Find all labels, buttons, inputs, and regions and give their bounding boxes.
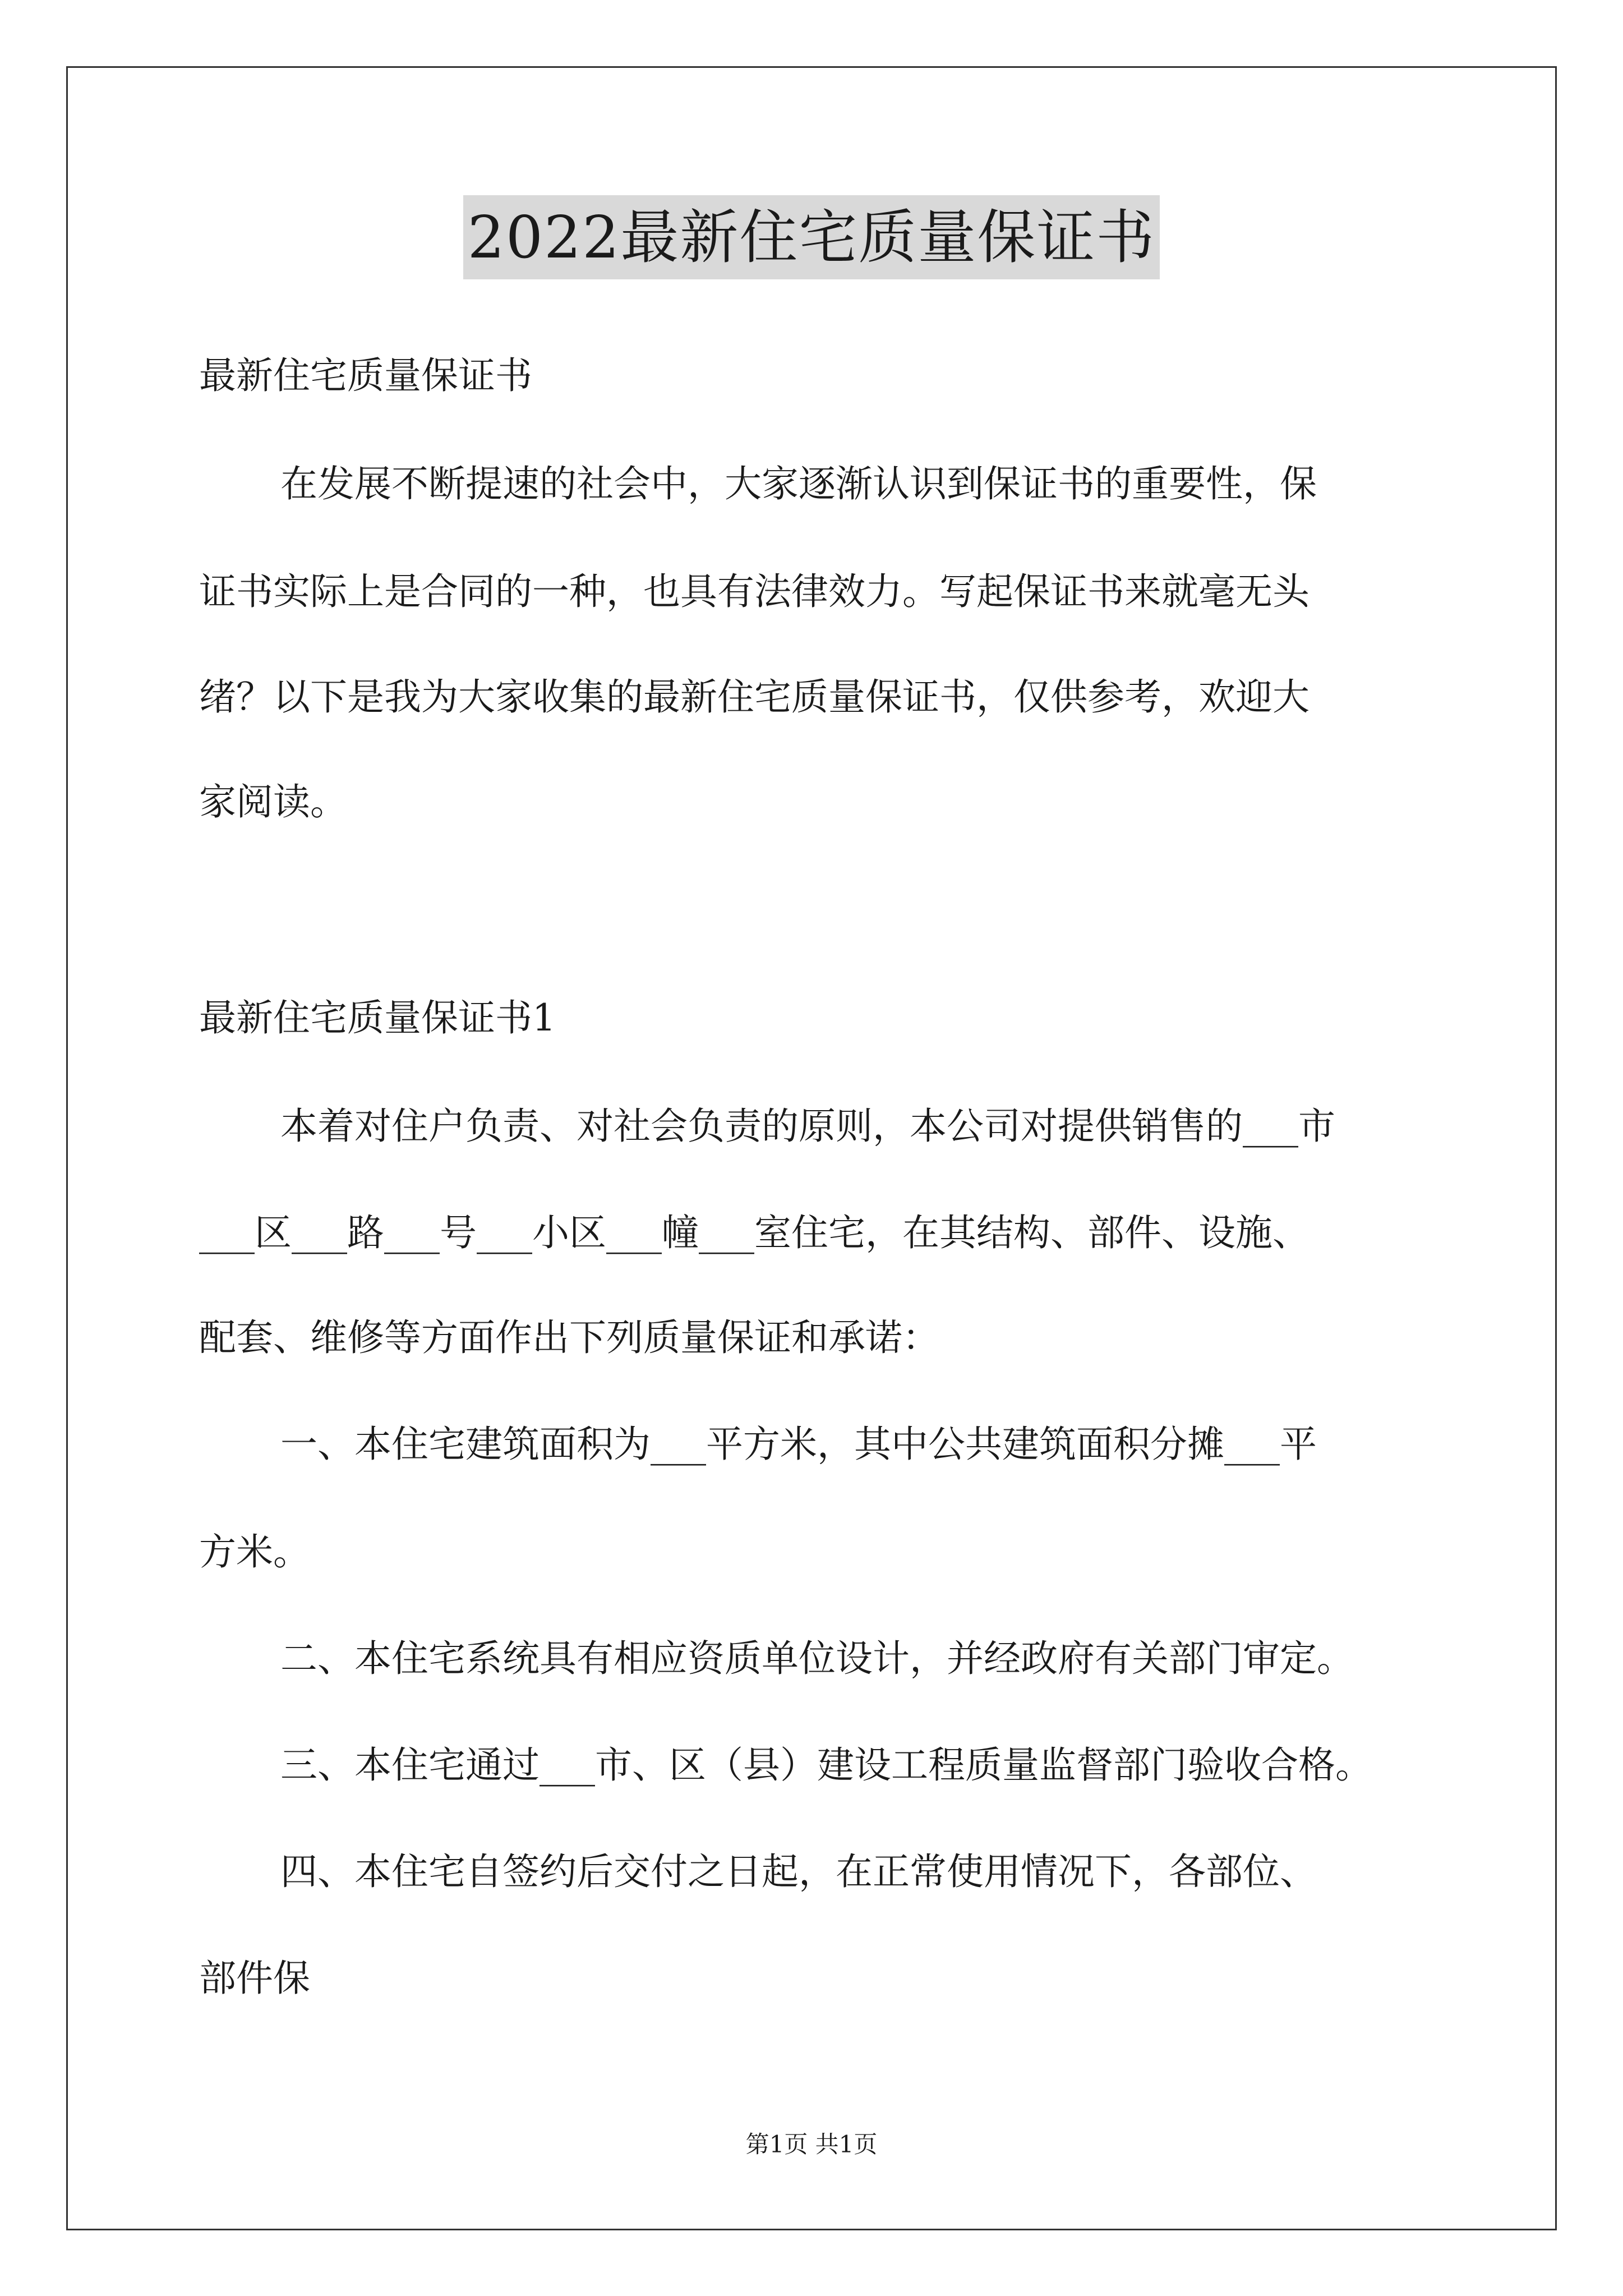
intro-line: 在发展不断提速的社会中，大家逐渐认识到保证书的重要性，保	[280, 462, 1317, 505]
intro-line: 家阅读。	[199, 780, 347, 823]
body-line: 三、本住宅通过___市、区（县）建设工程质量监督部门验收合格。	[280, 1743, 1372, 1787]
body-line: ___区___路___号___小区___幢___室住宅，在其结构、部件、设施、	[199, 1211, 1310, 1254]
body-line: 部件保	[199, 1957, 310, 2000]
body-line: 本着对住户负责、对社会负责的原则，本公司对提供销售的___市	[280, 1105, 1335, 1148]
body-line: 配套、维修等方面作出下列质量保证和承诺：	[199, 1316, 939, 1359]
document-subtitle: 最新住宅质量保证书	[199, 354, 532, 397]
section-heading: 最新住宅质量保证书1	[199, 996, 556, 1039]
title-wrap	[0, 195, 1623, 279]
intro-line: 绪？以下是我为大家收集的最新住宅质量保证书，仅供参考，欢迎大	[199, 675, 1310, 719]
intro-line: 证书实际上是合同的一种，也具有法律效力。写起保证书来就毫无头	[199, 570, 1310, 613]
body-line: 二、本住宅系统具有相应资质单位设计，并经政府有关部门审定。	[280, 1637, 1354, 1680]
body-line: 一、本住宅建筑面积为___平方米，其中公共建筑面积分摊___平	[280, 1423, 1317, 1466]
body-line: 四、本住宅自签约后交付之日起，在正常使用情况下，各部位、	[280, 1850, 1317, 1893]
page-footer: 第1页 共1页	[745, 2131, 878, 2158]
body-line: 方米。	[199, 1530, 310, 1573]
document-title: 2022最新住宅质量保证书	[463, 195, 1160, 279]
